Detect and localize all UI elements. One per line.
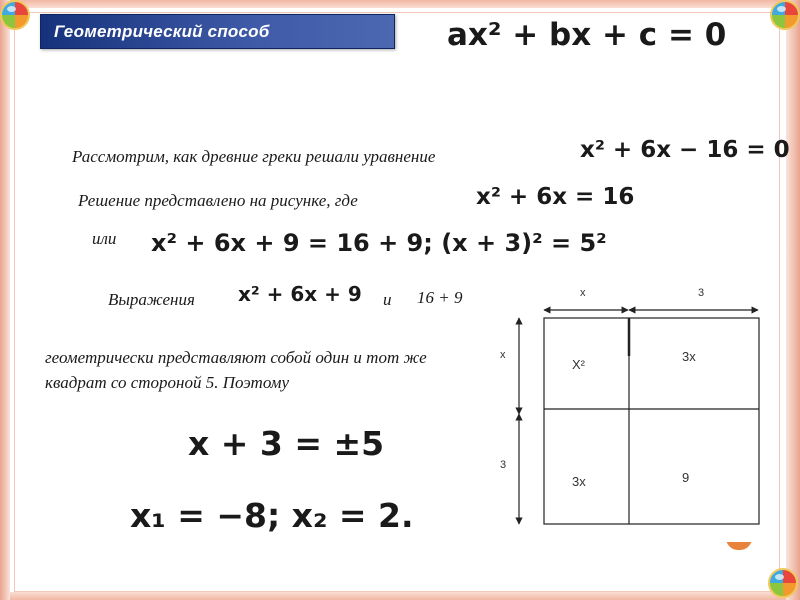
top-label-3: 3 [698,287,705,299]
cell-top-right-3x: 3x [682,349,696,364]
decorative-orb-icon [770,0,800,30]
consider-equation: x² + 6x − 16 = 0 [580,137,790,163]
general-quadratic-equation: ax² + bx + c = 0 [447,17,727,53]
title-banner [40,14,395,49]
decorative-orb-icon [0,0,30,30]
or-equation: x² + 6x + 9 = 16 + 9; (x + 3)² = 5² [151,229,607,257]
sixteen-plus-nine-text: 16 + 9 [417,288,463,307]
solution-text: Решение представлено на рисунке, где [78,191,358,210]
side-label-3: 3 [500,459,507,471]
frame-right [786,0,800,600]
frame-top [0,0,800,8]
side-label-x: x [500,349,506,361]
square-figure-svg [492,274,774,542]
decorative-orb-icon [768,568,798,598]
cell-x-squared: X² [572,357,585,372]
final-equation-2: x₁ = −8; x₂ = 2. [130,496,414,535]
and-text: и [383,290,392,309]
frame-left [0,0,10,600]
cell-nine: 9 [682,470,690,485]
or-text: или [92,229,117,248]
page-title: Геометрический способ [54,22,270,41]
outer-square [544,318,759,524]
final-equation-1: x + 3 = ±5 [188,424,385,463]
solution-equation: x² + 6x = 16 [476,184,635,210]
geometric-explanation-text: геометрически представляют собой один и тот же квадрат со стороной 5. Поэтому [45,348,427,392]
square-figure [492,274,774,542]
cell-bottom-left-3x: 3x [572,474,586,489]
expressions-text: Выражения [108,290,195,309]
consider-text: Рассмотрим, как древние греки решали уравнение [72,147,436,166]
top-label-x: x [580,287,586,299]
frame-bottom [0,592,800,600]
expressions-equation: x² + 6x + 9 [238,282,362,306]
